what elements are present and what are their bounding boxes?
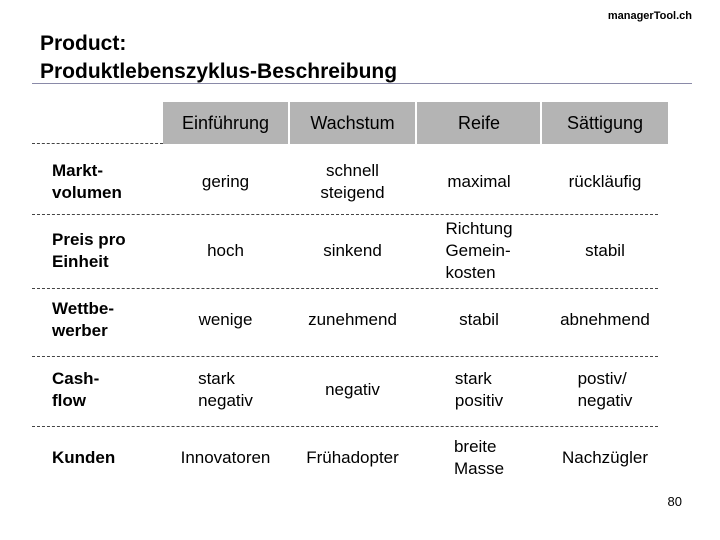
cell-text: rückläufig	[568, 172, 642, 191]
row-label-kunden	[52, 447, 115, 469]
page-number: 80	[667, 494, 682, 509]
cell-text: stark positiv	[454, 369, 504, 410]
cell-text: zunehmend	[308, 310, 397, 329]
cell-text: hoch	[207, 241, 244, 260]
table-cell	[163, 292, 288, 348]
row-label-wettbewerber	[52, 298, 114, 342]
cell-text: wenige	[198, 310, 253, 329]
cell-text: stabil	[459, 310, 499, 329]
table-cell	[290, 292, 415, 348]
cell-text: stark negativ	[198, 369, 253, 410]
cell-text: gering	[201, 172, 250, 191]
row-label-cashflow	[52, 368, 99, 412]
table-cell	[542, 216, 668, 286]
title-divider	[32, 83, 692, 84]
row-label-text: Kunden	[52, 448, 116, 467]
row-label-preis-pro-einheit	[52, 229, 126, 273]
cell-text: sinkend	[323, 241, 382, 260]
cell-text: stabil	[585, 241, 625, 260]
table-cell	[542, 292, 668, 348]
row-label-text: Cash- flow	[52, 369, 100, 410]
table-cell	[163, 152, 288, 212]
table-cell	[542, 360, 668, 420]
table-cell	[290, 360, 415, 420]
table-cell	[163, 216, 288, 286]
table-cell	[290, 216, 415, 286]
row-label-text: Wettbe- werber	[52, 299, 115, 340]
cell-text: Nachzügler	[562, 448, 648, 467]
row-label-text: Markt- volumen	[52, 161, 122, 202]
title-line-2: Produktlebenszyklus-Beschreibung	[40, 60, 398, 83]
table-cell	[290, 428, 415, 488]
row-label-marktvolumen	[52, 160, 122, 204]
cell-text: Innovatoren	[180, 448, 271, 467]
column-header-reife: Reife	[457, 112, 501, 133]
row-divider	[32, 288, 658, 289]
header-dashed-rule	[32, 143, 163, 144]
table-cell	[542, 428, 668, 488]
table-cell	[163, 428, 288, 488]
column-header-wachstum: Wachstum	[310, 112, 395, 133]
table-cell	[290, 152, 415, 212]
column-header-einfuehrung: Einführung	[181, 112, 270, 133]
row-divider	[32, 214, 658, 215]
brand-label: managerTool.ch	[607, 10, 692, 22]
cell-text: Richtung Gemein- kosten	[445, 219, 513, 282]
cell-text: abnehmend	[560, 310, 650, 329]
cell-text: breite Masse	[453, 437, 505, 478]
page-title	[40, 30, 397, 86]
cell-text: negativ	[325, 380, 380, 399]
table-cell	[417, 152, 541, 212]
table-cell	[542, 152, 668, 212]
table-cell	[417, 428, 541, 488]
row-label-text: Preis pro Einheit	[52, 230, 126, 271]
column-header-saettigung: Sättigung	[566, 112, 644, 133]
cell-text: schnell steigend	[320, 161, 385, 202]
table-cell	[417, 360, 541, 420]
row-divider	[32, 356, 658, 357]
table-cell	[417, 216, 541, 286]
row-divider	[32, 426, 658, 427]
table-cell	[163, 360, 288, 420]
table-cell	[417, 292, 541, 348]
cell-text: postiv/ negativ	[577, 369, 633, 410]
title-line-1: Product:	[40, 32, 127, 55]
cell-text: Frühadopter	[306, 448, 399, 467]
cell-text: maximal	[447, 172, 511, 191]
